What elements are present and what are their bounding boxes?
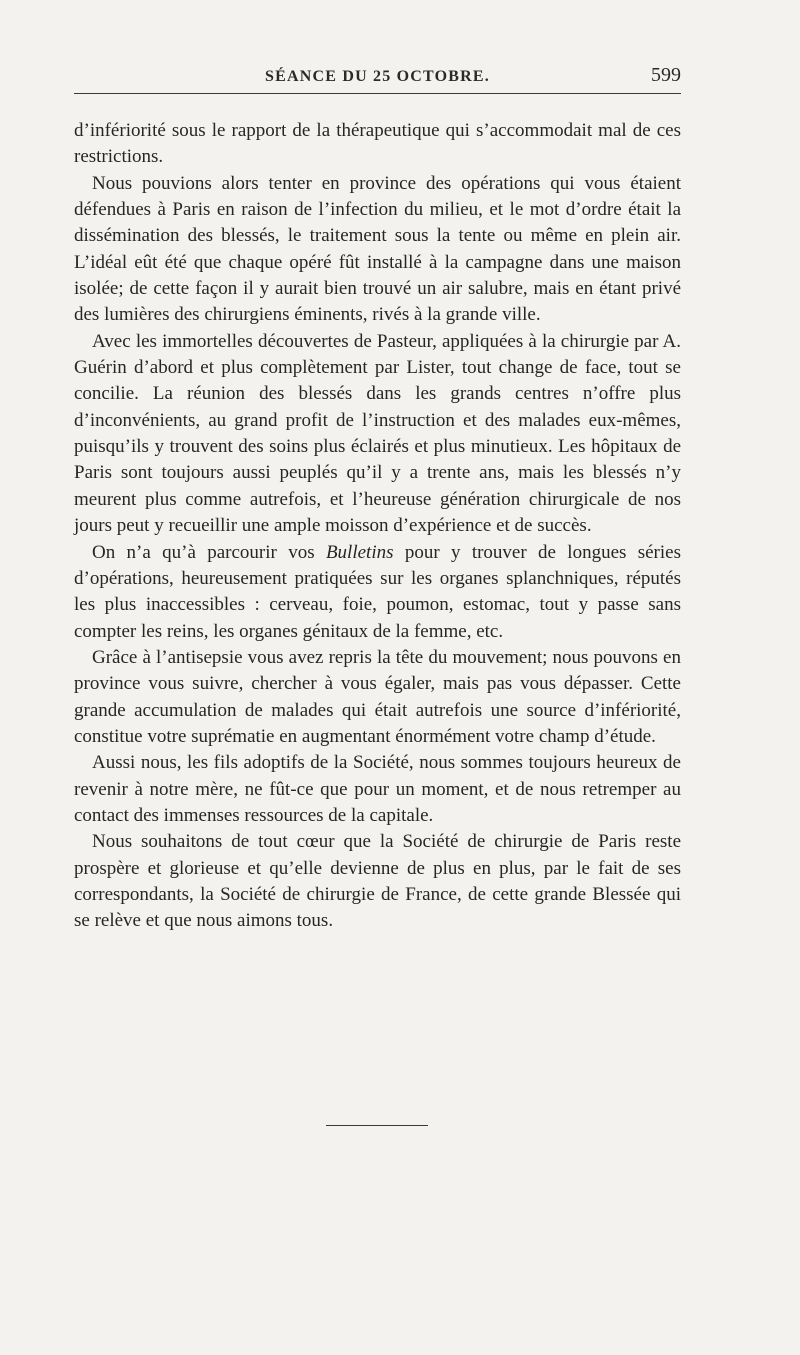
header-title: SÉANCE DU 25 OCTOBRE. — [265, 68, 490, 85]
bulletins-italic: Bulletins — [325, 541, 394, 563]
paragraph-2: Nous pouvions alors tenter en province des opérations qui vous étaient défendues à Paris en raison de l’infection du milieu, et le mot d’ordre était la dissémination des blessés, le traitement sous la tente ou même en plein air. L’idéal eût été que chaque opéré fût installé à la campagne dans une maison isolée; de cette façon il y aurait bien trouvé un air salubre, mais en étant privé des lumières des chirurgiens éminents, rivés à la grande ville. — [74, 172, 681, 326]
header-rule — [74, 93, 681, 94]
paragraph-4 — [74, 540, 681, 645]
end-rule — [326, 1125, 428, 1126]
body-text — [74, 118, 681, 935]
running-header — [74, 58, 681, 94]
paragraph-7: Nous souhaitons de tout cœur que la Société de chirurgie de Paris reste prospère et glorieuse et qu’elle devienne de plus en plus, par le fait de ses correspondants, la Société de chirurgie de France, de cette grande Blessée qui se relève et que nous aimons tous. — [74, 831, 681, 932]
paragraph-1: d’infériorité sous le rapport de la thérapeutique qui s’accommodait mal de ces restrictions. — [74, 120, 681, 168]
paragraph-4-before: On n’a qu’à parcourir vos — [92, 541, 326, 563]
paragraph-4-after: pour y trouver de longues séries d’opérations, heureusement pratiquées sur les organes splanchniques, réputés les plus inaccessibles : cerveau, foie, poumon, estomac, tout y passe sans compter les reins, les organes génitaux de la femme, etc. — [74, 541, 681, 642]
page-number: 599 — [651, 64, 681, 86]
paragraph-3: Avec les immortelles découvertes de Pasteur, appliquées à la chirurgie par A. Guérin d’abord et plus complètement par Lister, tout change de face, tout se concilie. La réunion des blessés dans les grands centres n’offre plus d’inconvénients, au grand profit de l’instruction et des malades eux-mêmes, puisqu’ils y trouvent des soins plus éclairés et plus minutieux. Les hôpitaux de Paris sont toujours aussi peuplés qu’il y a trente ans, mais les blessés n’y meurent plus comme autrefois, et l’heureuse génération chirurgicale de nos jours peut y recueillir une ample moisson d’expérience et de succès. — [74, 330, 681, 537]
paragraph-6: Aussi nous, les fils adoptifs de la Société, nous sommes toujours heureux de revenir à notre mère, ne fût-ce que pour un moment, et de nous retremper au contact des immenses ressources de la capitale. — [74, 752, 681, 826]
paragraph-5: Grâce à l’antisepsie vous avez repris la tête du mouvement; nous pouvons en province vous suivre, chercher à vous égaler, mais pas vous dépasser. Cette grande accumulation de malades qui était autrefois une source d’infériorité, constitue votre suprématie en augmentant énormément votre champ d’étude. — [74, 646, 681, 747]
